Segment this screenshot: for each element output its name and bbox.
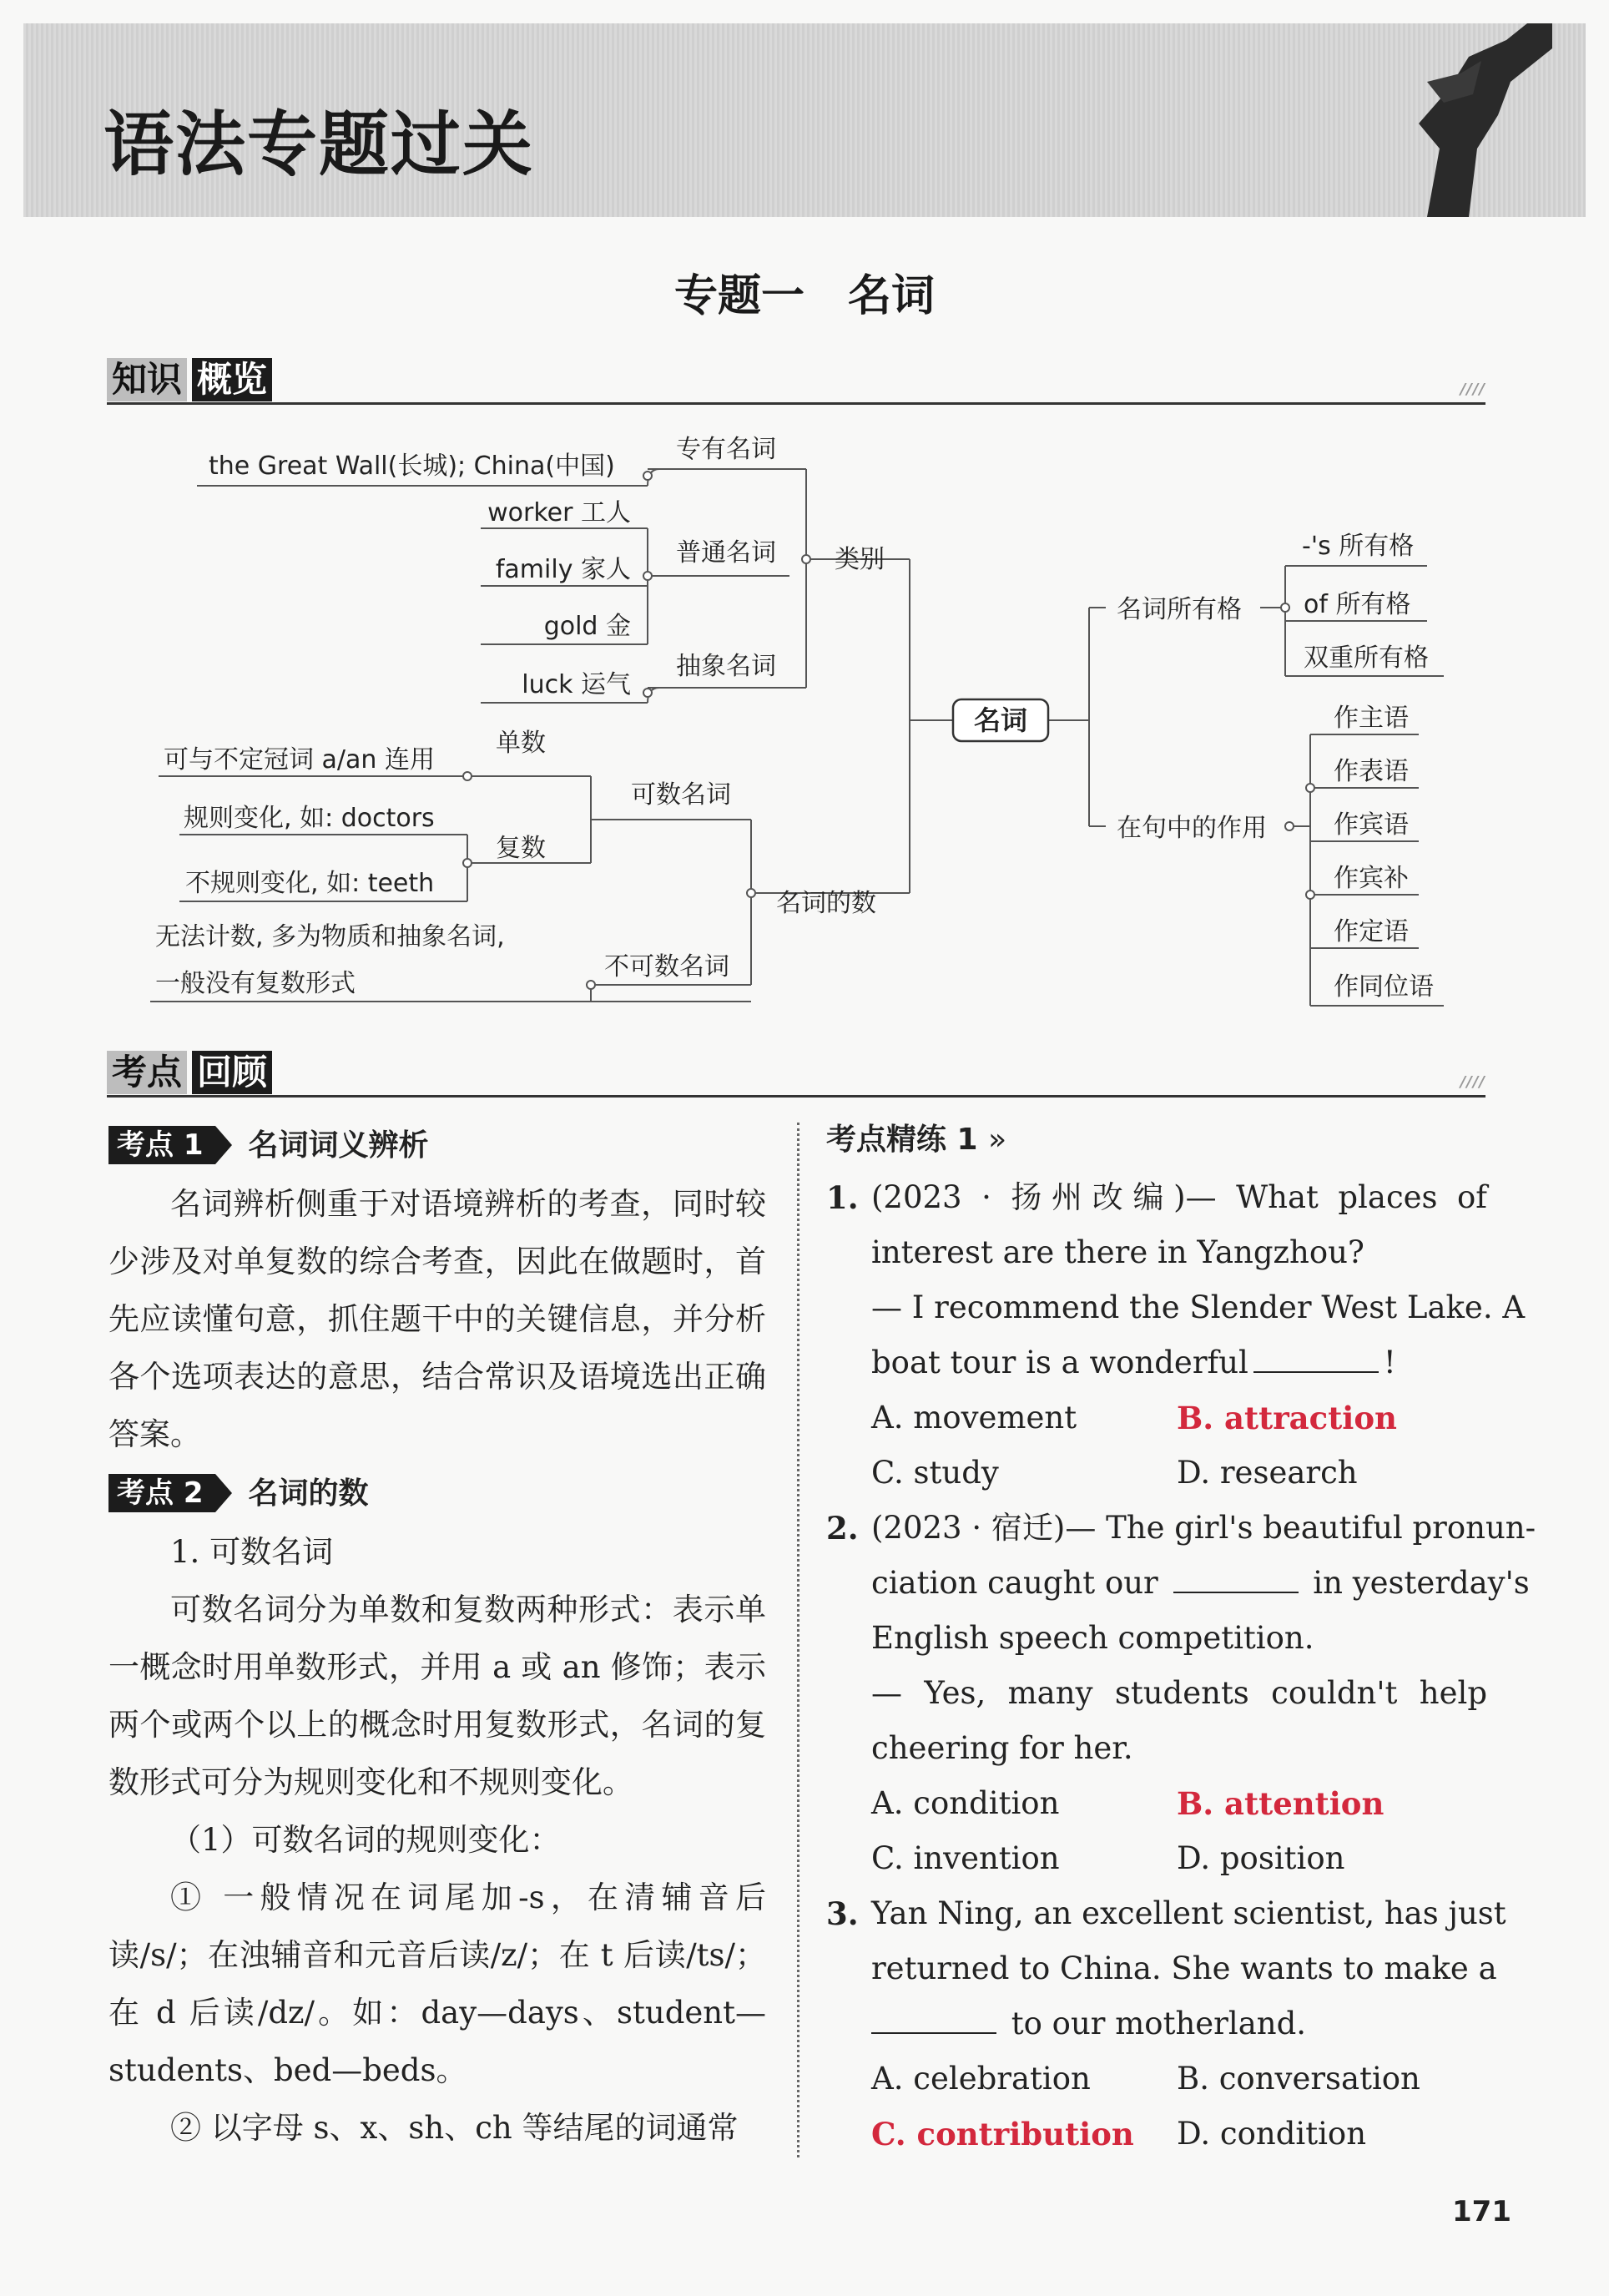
- q3-option-b: B. conversation: [1177, 2061, 1420, 2097]
- q1-line-3: — I recommend the Slender West Lake. A: [871, 1289, 1526, 1325]
- section-label-b: 回顾: [192, 1051, 272, 1094]
- q1-option-a: A. movement: [871, 1400, 1077, 1436]
- mm-function-4: 作宾补: [1334, 864, 1409, 893]
- mm-uncountable-note-1: 无法计数, 多为物质和抽象名词,: [155, 922, 505, 951]
- q3-line-3: [871, 1996, 1487, 2051]
- topic-title: 专题一 名词: [673, 271, 935, 321]
- q2-line-5: cheering for her.: [871, 1730, 1133, 1766]
- answer-blank: [1253, 1338, 1379, 1373]
- mm-possessive: 名词所有格: [1117, 595, 1242, 624]
- countable-subheading: 1. 可数名词: [170, 1534, 334, 1570]
- mm-common-ex-2: family 家人: [495, 555, 631, 584]
- mm-regular: 规则变化, 如: doctors: [184, 804, 435, 833]
- mm-proper-example: the Great Wall(长城); China(中国): [209, 452, 615, 481]
- mm-category: 类别: [835, 545, 885, 574]
- question-1: [826, 1170, 1526, 1501]
- q1-line-4: [871, 1335, 1487, 1390]
- mm-possessive-2: of 所有格: [1304, 590, 1411, 619]
- q1-options-row-1: [826, 1390, 1487, 1446]
- answer-blank: [871, 1999, 996, 2034]
- q2-option-c: C. invention: [871, 1840, 1060, 1876]
- section-rule: [107, 1095, 1485, 1098]
- mm-singular: 单数: [496, 729, 546, 758]
- mm-function-2: 作表语: [1334, 757, 1409, 786]
- mm-abstract-label: 抽象名词: [676, 652, 776, 681]
- countable-para: 可数名词分为单数和复数两种形式：表示单一概念时用单数形式，并用 a 或 an 修饰；表示两个或两个以上的概念时用复数形式，名词的复数形式可分为规则变化和不规则变化。: [108, 1592, 766, 1800]
- q2-line-2-post: in yesterday's: [1313, 1565, 1530, 1601]
- regular-rule-heading: （1）可数名词的规则变化：: [170, 1822, 561, 1858]
- question-2: [826, 1501, 1536, 1886]
- q1-line-1: (2023 · 扬州改编)— What places of: [871, 1179, 1487, 1215]
- question-3: [826, 1886, 1506, 2162]
- mm-uncountable: 不可数名词: [604, 952, 729, 981]
- mm-function-3: 作宾语: [1334, 810, 1409, 840]
- noun-mind-map: [0, 0, 1609, 1027]
- mm-possessive-3: 双重所有格: [1304, 643, 1429, 673]
- mm-root: 名词: [973, 704, 1028, 736]
- page-number: 171: [1452, 2195, 1511, 2228]
- kp1-text: 名词辨析侧重于对语境辨析的考查，同时较少涉及对单复数的综合考查，因此在做题时，首先应读懂句意，抓住题干中的关键信息，并分析各个选项表达的意思，结合常识及语境选出正确答案。: [108, 1186, 766, 1452]
- q3-options-row-1: [826, 2051, 1487, 2107]
- mm-number: 名词的数: [776, 889, 876, 918]
- kp2-badge: 考点 2: [108, 1474, 215, 1512]
- kp1-heading: [108, 1115, 766, 1175]
- mm-function-6: 作同位语: [1334, 972, 1434, 1002]
- banner-title: 语法专题过关: [103, 103, 535, 185]
- decor-marks: ////: [1460, 381, 1485, 398]
- q1-number: 1.: [826, 1179, 859, 1216]
- left-column: [108, 1115, 766, 2157]
- answer-blank: [1173, 1558, 1299, 1593]
- kp1-title: 名词词义辨析: [248, 1128, 429, 1163]
- q3-line-3-post: to our motherland.: [1011, 2006, 1307, 2041]
- q3-number: 3.: [826, 1895, 859, 1932]
- q2-option-a: A. condition: [871, 1785, 1060, 1821]
- q2-line-3: English speech competition.: [871, 1620, 1314, 1656]
- practice-title: 考点精练 1: [826, 1123, 978, 1157]
- mm-uncountable-note-2: 一般没有复数形式: [155, 969, 356, 998]
- q3-line-1: Yan Ning, an excellent scientist, has just: [871, 1895, 1506, 1931]
- q2-line-4: — Yes, many students couldn't help: [871, 1675, 1487, 1711]
- q2-line-1: (2023 · 宿迁)— The girl's beautiful pronun-: [871, 1510, 1536, 1546]
- mm-common-ex-3: gold 金: [543, 612, 631, 641]
- mm-singular-note: 可与不定冠词 a/an 连用: [164, 745, 435, 775]
- kp2-heading: [108, 1463, 766, 1523]
- mm-common-ex-1: worker 工人: [487, 498, 631, 527]
- q2-options-row-1: [826, 1776, 1487, 1831]
- mm-irregular: 不规则变化, 如: teeth: [185, 869, 435, 898]
- section-label-b: 概览: [192, 358, 272, 401]
- practice-heading: [826, 1110, 1487, 1170]
- section-header-review: [107, 1047, 1485, 1098]
- q2-line-2-pre: ciation caught our: [871, 1565, 1158, 1601]
- q1-option-c: C. study: [871, 1455, 999, 1491]
- q3-option-a: A. celebration: [871, 2061, 1091, 2097]
- q2-number: 2.: [826, 1510, 859, 1547]
- q3-options-row-2: [826, 2107, 1487, 2162]
- section-label-a: 考点: [107, 1051, 187, 1094]
- q2-line-2: [871, 1556, 1530, 1611]
- mm-countable: 可数名词: [631, 780, 731, 810]
- mm-possessive-1: -'s 所有格: [1302, 532, 1415, 561]
- double-chevron-icon: »: [988, 1123, 1007, 1157]
- mm-function: 在句中的作用: [1117, 814, 1267, 843]
- mm-common-label: 普通名词: [676, 538, 776, 568]
- kp1-badge: 考点 1: [108, 1126, 215, 1164]
- column-divider: [797, 1123, 799, 2157]
- q1-option-d: D. research: [1177, 1455, 1358, 1491]
- q2-option-d: D. position: [1177, 1840, 1345, 1876]
- q1-line-2: interest are there in Yangzhou?: [871, 1234, 1364, 1270]
- q2-options-row-2: [826, 1831, 1487, 1886]
- q2-option-b-correct: B. attention: [1177, 1785, 1385, 1822]
- mm-function-5: 作定语: [1334, 917, 1409, 946]
- q3-option-c-correct: C. contribution: [871, 2116, 1134, 2152]
- kp2-title: 名词的数: [248, 1476, 369, 1511]
- regular-rule-1: ① 一般情况在词尾加-s，在清辅音后读/s/；在浊辅音和元音后读/z/；在 t 后读/ts/；在 d 后读/dz/。如：day—days、student—students、bed—beds。: [108, 1880, 766, 2088]
- q3-option-d: D. condition: [1177, 2116, 1367, 2152]
- q3-line-2: returned to China. She wants to make a: [871, 1950, 1497, 1986]
- decor-marks: ////: [1460, 1073, 1485, 1091]
- regular-rule-2: ② 以字母 s、x、sh、ch 等结尾的词通常: [170, 2110, 739, 2146]
- q1-line-4-pre: boat tour is a wonderful: [871, 1345, 1248, 1380]
- mm-proper-label: 专有名词: [676, 435, 776, 464]
- q1-line-4-post: !: [1383, 1345, 1396, 1380]
- right-column: [826, 1110, 1536, 2162]
- mm-abstract-example: luck 运气: [522, 670, 631, 699]
- mm-function-1: 作主语: [1334, 704, 1409, 733]
- q1-options-row-2: [826, 1446, 1487, 1501]
- mm-plural: 复数: [496, 834, 546, 863]
- q1-option-b-correct: B. attraction: [1177, 1400, 1397, 1436]
- section-label-a: 知识: [107, 358, 187, 401]
